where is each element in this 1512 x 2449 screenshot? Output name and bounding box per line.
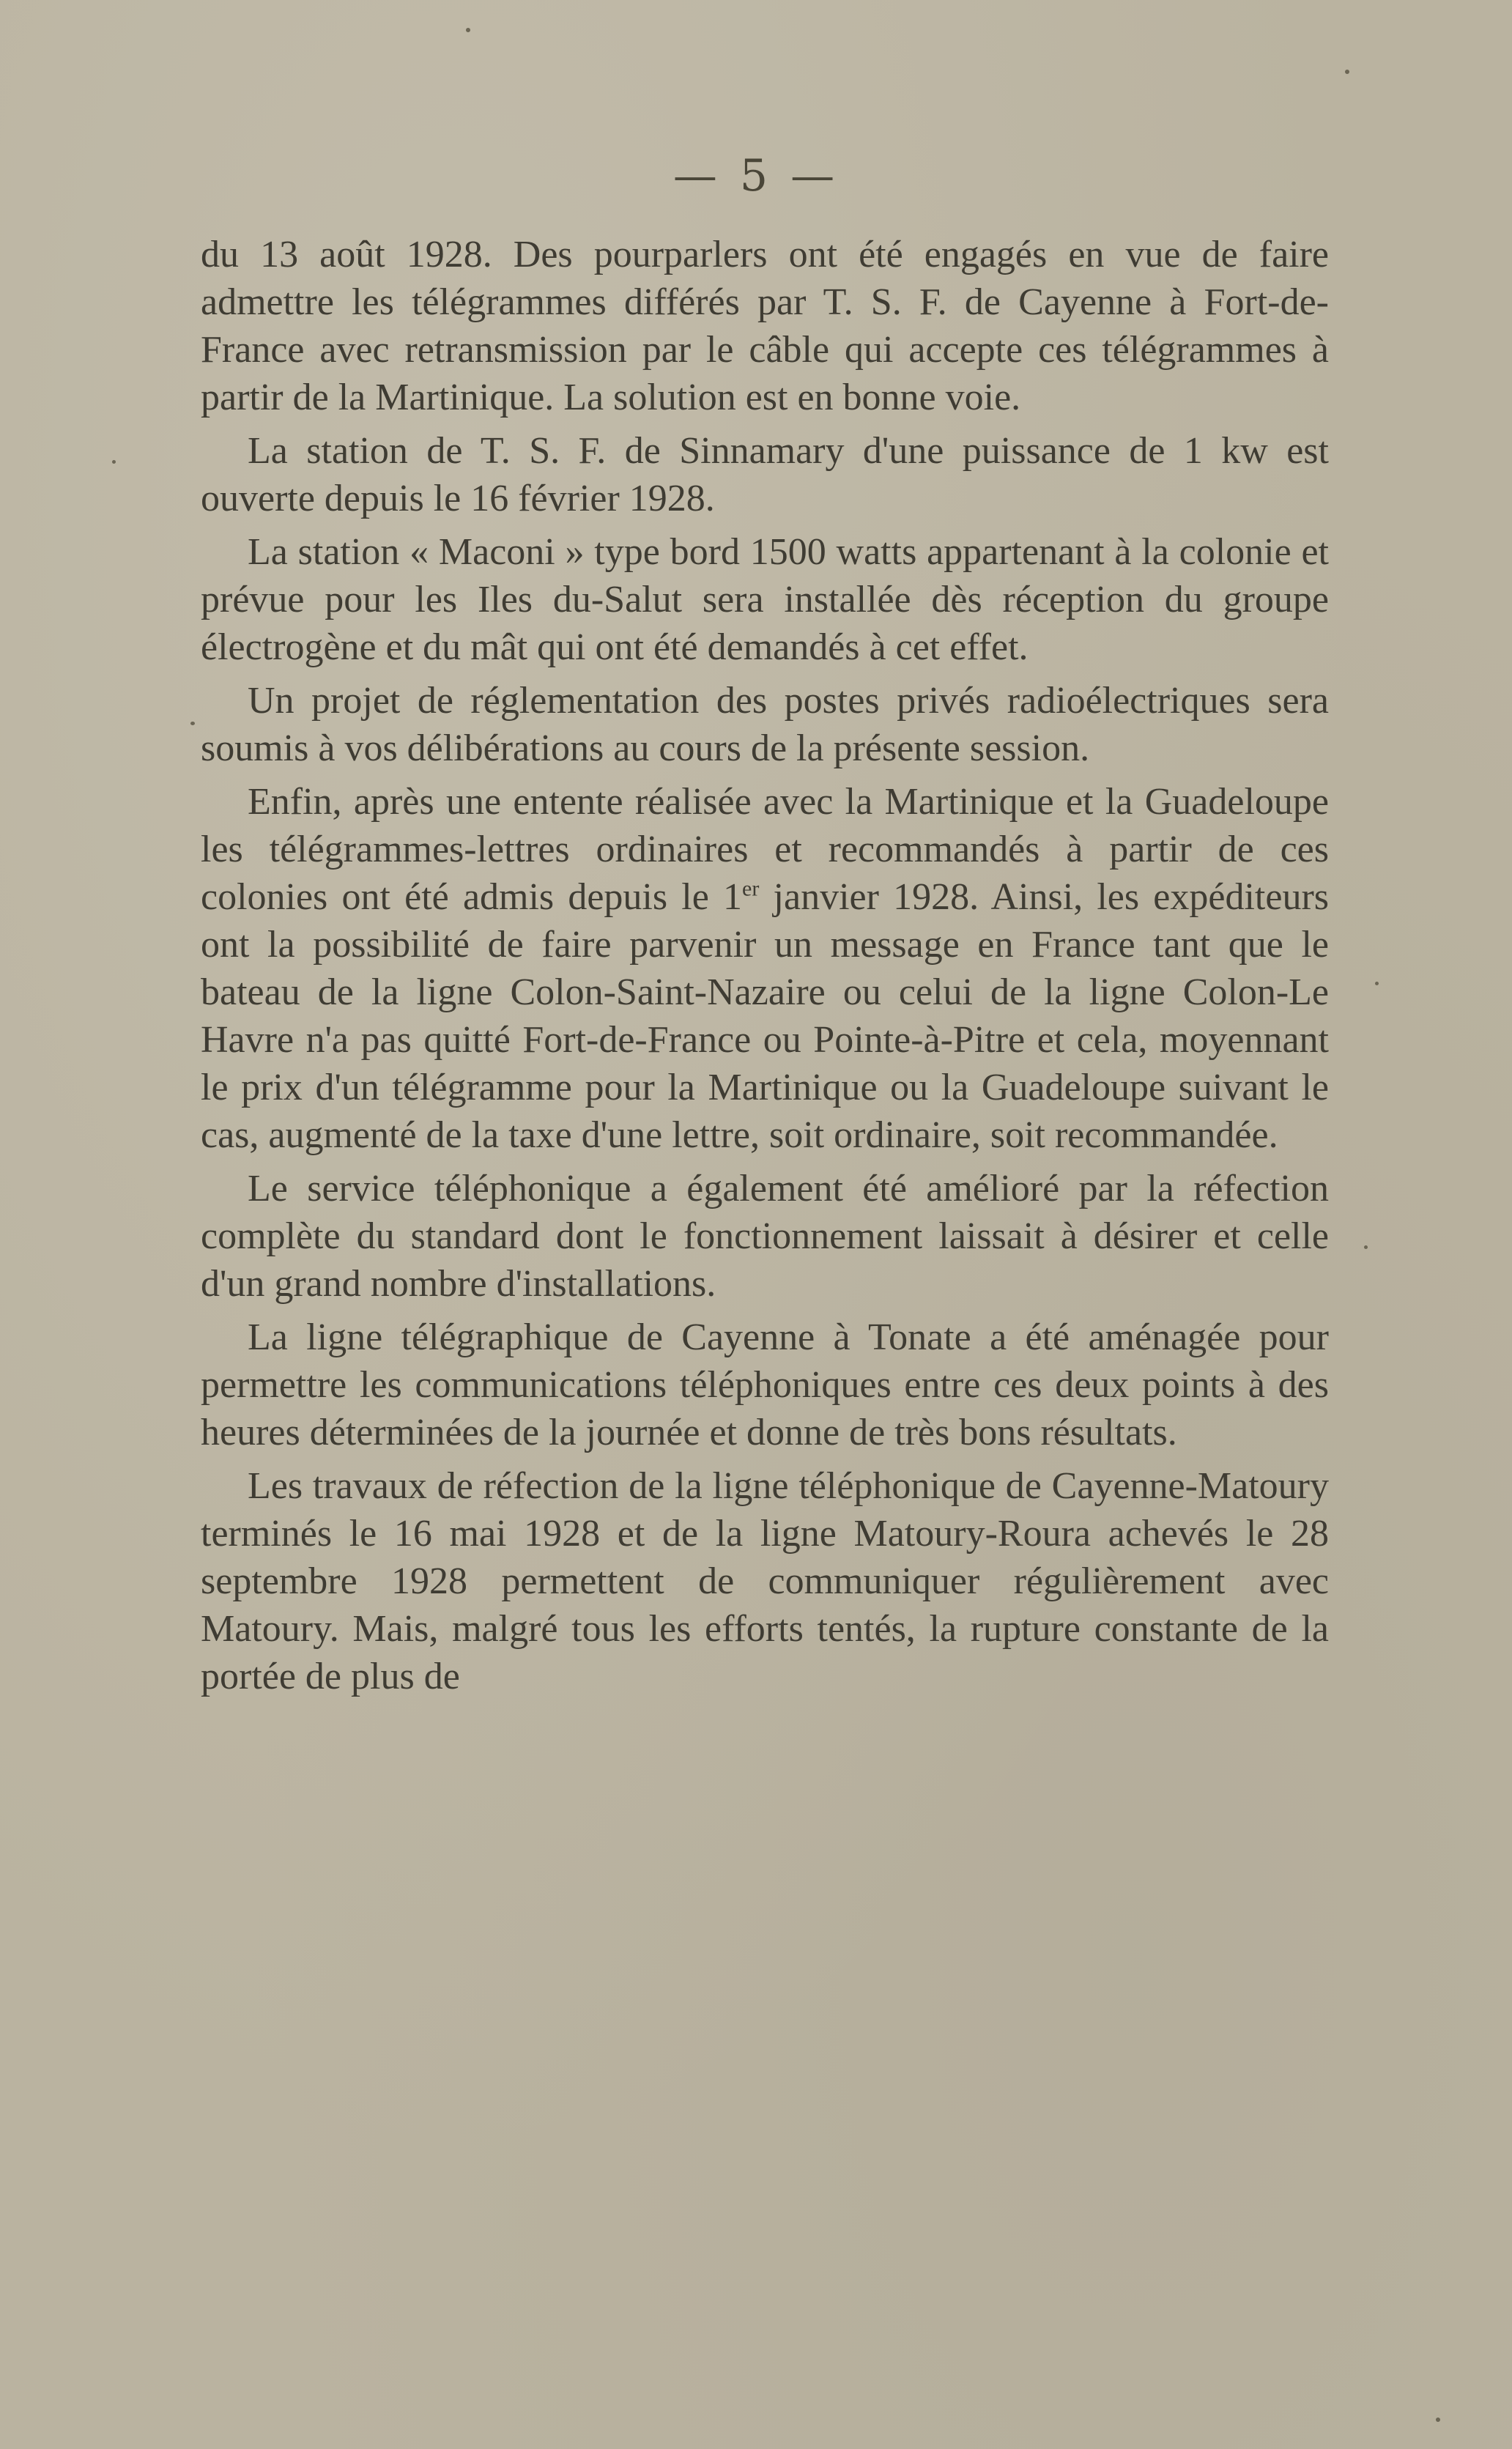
paper-speck	[1436, 2417, 1440, 2422]
paragraph-2: La station de T. S. F. de Sinnamary d'une puissance de 1 kw est ouverte depuis le 16 février 1928.	[201, 430, 1329, 519]
paper-speck	[1375, 982, 1379, 985]
paper-speck	[1345, 70, 1349, 74]
paragraph-4: Un projet de réglementation des postes privés radioélectriques sera soumis à vos délibérations au cours de la présente session.	[201, 680, 1329, 769]
paragraph-3: La station « Maconi » type bord 1500 watts appartenant à la colonie et prévue pour les Iles du-Salut sera installée dès réception du groupe électrogène et du mât qui ont été demandés à cet effet.	[201, 531, 1329, 668]
paragraph-1: du 13 août 1928. Des pourparlers ont été engagés en vue de faire admettre les télégrammes différés par T. S. F. de Cayenne à Fort-de-France avec retransmission par le câble qui accepte ces télégrammes à partir de la Martinique. La solution est en bonne voie.	[201, 234, 1329, 418]
paragraph-8: Les travaux de réfection de la ligne téléphonique de Cayenne-Matoury terminés le 16 mai 1928 et de la ligne Matoury-Roura achevés le 28 septembre 1928 permettent de communiquer régulièrement avec Matoury. Mais, malgré tous les efforts tentés, la rupture constante de la portée de plus de	[201, 1465, 1329, 1697]
paper-speck	[1364, 1245, 1368, 1249]
paragraph-7: La ligne télégraphique de Cayenne à Tonate a été aménagée pour permettre les communications téléphoniques entre ces deux points à des heures déterminées de la journée et donne de très bons résultats.	[201, 1316, 1329, 1453]
body-text	[201, 231, 1329, 1706]
ordinal-suffix: er	[742, 876, 760, 901]
paper-speck	[112, 460, 116, 464]
paragraph-5	[201, 778, 1329, 1159]
page-number: — 5 —	[672, 150, 840, 201]
paragraph-6: Le service téléphonique a également été amélioré par la réfection complète du standard dont le fonctionnement laissait à désirer et celle d'un grand nombre d'installations.	[201, 1168, 1329, 1305]
paragraph-5-start: Enfin, après une entente réalisée avec la Martinique et la Guadeloupe les télégrammes-lettres ordinaires et recommandés à partir de ces colonies ont été admis depuis le 1	[201, 781, 1329, 918]
paper-speck	[190, 722, 195, 725]
paragraph-5-end: Ainsi, les expéditeurs ont la possibilité de faire parvenir un message en France tant que le bateau de la ligne Colon-Saint-Nazaire ou celui de la ligne Colon-Le Havre n'a pas quitté Fort-de-France ou Pointe-à-Pitre et cela, moyennant le prix d'un télégramme pour la Martinique ou la Guadeloupe suivant le cas, augmenté de la taxe d'une lettre, soit ordinaire, soit recommandée.	[201, 876, 1329, 1156]
paper-speck	[466, 28, 470, 32]
paragraph-5-middle: janvier 1928.	[759, 876, 991, 918]
